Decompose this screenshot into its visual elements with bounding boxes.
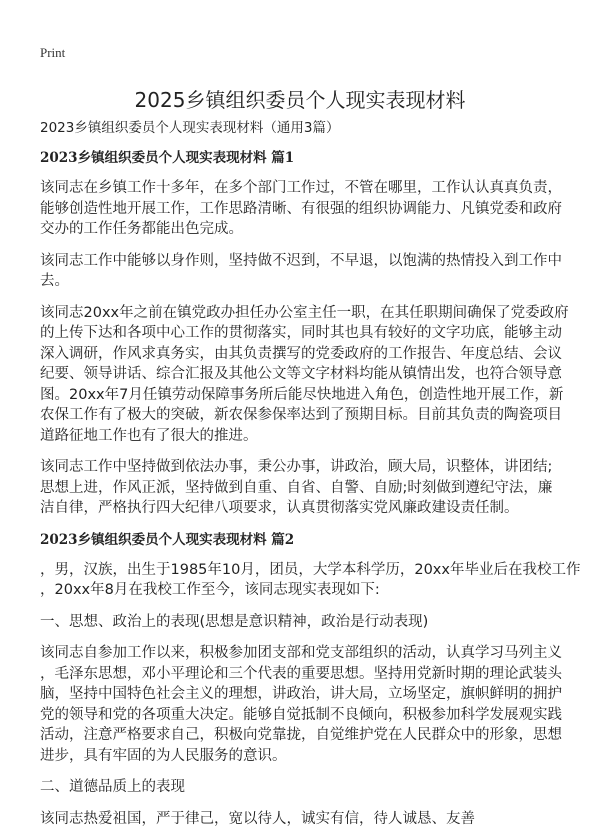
paragraph-line: 图。20xx年7月任镇劳动保障事务所后能尽快地进入角色，创造性地开展工作，新 [40,386,564,403]
page-title: 2025乡镇组织委员个人现实表现材料 [134,88,466,112]
paragraph-line: 去。 [40,273,69,289]
paragraph-line: 该同志在乡镇工作十多年，在多个部门工作过，不管在哪里，工作认认真真负责， [40,180,562,196]
document-subtitle: 2023乡镇组织委员个人现实表现材料（通用3篇） [40,120,340,136]
document-body [40,118,580,840]
paragraph-line: 活动，注意严格要求自己，积极向党靠拢，自觉维护党在人民群众中的形象，思想 [40,727,562,743]
paragraph-line: 交办的工作任务都能出色完成。 [40,221,243,237]
section-heading: 2023乡镇组织委员个人现实表现材料 篇1 [40,150,295,166]
paragraph-line: 农保工作有了极大的突破，新农保参保率达到了预期目标。目前其负责的陶瓷项目 [40,407,562,423]
paragraph [40,457,580,519]
paragraph [40,303,580,447]
paragraph-line: 进步，具有牢固的为人民服务的意识。 [40,747,287,764]
paragraph-line: 该同志工作中能够以身作则，坚持做不迟到，不早退，以饱满的热情投入到工作中 [40,252,562,269]
paragraph-line: 脑，坚持中国特色社会主义的理想，讲政治，讲大局，立场坚定，旗帜鲜明的拥护 [40,686,562,702]
paragraph-line: 道路征地工作也有了很大的推进。 [40,427,258,444]
paragraph-line: 该同志工作中坚持做到依法办事，秉公办事，讲政治，顾大局，识整体，讲团结; [40,459,553,475]
paragraph [40,777,580,798]
paragraph [40,560,580,601]
paragraph-line: 思想上进，作风正派，坚持做到自重、自省、自警、自励;时刻做到遵纪守法，廉 [40,479,553,496]
paragraph-line: 该同志20xx年之前在镇党政办担任办公室主任一职，在其任职期间确保了党委政府 [40,304,569,321]
paragraph-line: 党的领导和党的各项重大决定。能够自觉抵制不良倾向，积极参加科学发展观实践 [40,706,562,723]
paragraph [40,612,580,633]
paragraph [40,809,580,830]
paragraph-line: 深入调研，作风求真务实，由其负责撰写的党委政府的工作报告、年度总结、会议 [40,345,562,362]
paragraph [40,643,580,766]
paragraph-line: 该同志自参加工作以来，积极参加团支部和党支部组织的活动，认真学习马列主义 [40,645,562,661]
paragraph-line: 的上传下达和各项中心工作的贯彻落实，同时其也具有较好的文字功底，能够主动 [40,325,562,341]
paragraph-line: 该同志热爱祖国，严于律己，宽以待人，诚实有信，待人诚恳、友善 [40,810,475,827]
paragraph-line: 二、道德品质上的表现 [40,779,185,795]
paragraph [40,251,580,292]
paragraph-line: ，20xx年8月在我校工作至今，该同志现实表现如下: [40,582,380,598]
section-heading: 2023乡镇组织委员个人现实表现材料 篇2 [40,531,295,548]
paragraph-line: 一、思想、政治上的表现(思想是意识精神，政治是行动表现) [40,613,429,630]
print-link[interactable]: Print [40,45,66,60]
paragraph [40,178,580,240]
paragraph-line: 洁自律，严格执行四大纪律八项要求，认真贯彻落实党风廉政建设责任制。 [40,500,519,516]
paragraph-line: ，毛泽东思想，邓小平理论和三个代表的重要思想。坚持用党新时期的理论武装头 [40,665,562,682]
paragraph-line: ，男，汉族，出生于1985年10月，团员，大学本科学历，20xx年毕业后在我校工作 [40,561,581,578]
paragraph-line: 能够创造性地开展工作，工作思路清晰、有很强的组织协调能力、凡镇党委和政府 [40,200,562,217]
paragraph-line: 纪要、领导讲话、综合汇报及其他公文等文字材料均能从镇情出发，也符合领导意 [40,366,562,382]
